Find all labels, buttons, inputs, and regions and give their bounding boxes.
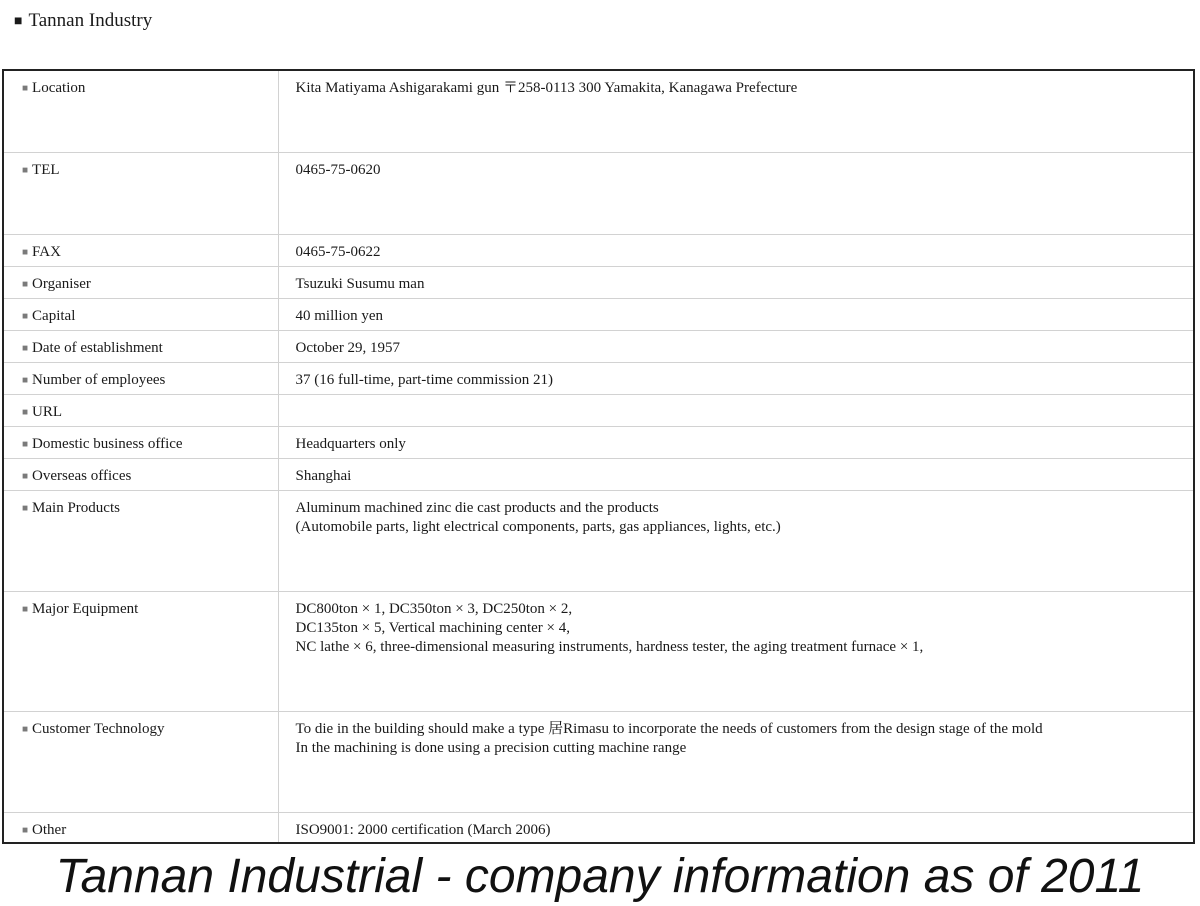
- table-row: [3, 70, 1194, 152]
- row-label-cell: [3, 711, 278, 812]
- row-value-line: Kita Matiyama Ashigarakami gun 〒258-0113 300 Yamakita, Kanagawa Prefecture: [295, 80, 798, 96]
- row-value-line: 0465-75-0622: [295, 243, 381, 260]
- row-value-line: Shanghai: [295, 467, 352, 484]
- square-bullet-icon: ■: [22, 83, 29, 94]
- row-label-cell: [3, 298, 278, 330]
- table-row: [3, 234, 1194, 266]
- row-value-line: October 29, 1957: [295, 339, 401, 356]
- row-label-cell: [3, 330, 278, 362]
- row-value-line: DC800ton × 1, DC350ton × 3, DC250ton × 2,: [295, 600, 573, 617]
- row-label: Overseas offices: [32, 467, 132, 484]
- table-row: [3, 362, 1194, 394]
- row-label: Customer Technology: [32, 720, 165, 737]
- square-bullet-icon: ■: [14, 14, 23, 29]
- row-label: Number of employees: [32, 371, 166, 388]
- url-value-cell: [278, 394, 1194, 426]
- row-value-cell: [278, 591, 1194, 711]
- square-bullet-icon: ■: [22, 342, 29, 354]
- row-value-line: DC135ton × 5, Vertical machining center × 4,: [295, 619, 570, 636]
- table-row: [3, 490, 1194, 591]
- row-label: TEL: [32, 161, 60, 178]
- row-value-cell: [278, 362, 1194, 394]
- square-bullet-icon: ■: [22, 723, 29, 735]
- row-value-cell: [278, 711, 1194, 812]
- row-label-cell: [3, 458, 278, 490]
- row-label-cell: [3, 812, 278, 843]
- row-label: Date of establishment: [32, 339, 163, 356]
- row-value-line: ISO9001: 2000 certification (March 2006): [295, 821, 551, 838]
- square-bullet-icon: ■: [22, 603, 29, 615]
- table-row: [3, 711, 1194, 812]
- table-row: [3, 812, 1194, 843]
- row-value-cell: [278, 298, 1194, 330]
- company-info-table: [2, 69, 1195, 844]
- row-value-line: 40 million yen: [295, 307, 383, 324]
- image-caption: Tannan Industrial - company information as of 2011: [55, 850, 1145, 903]
- row-value-line: (Automobile parts, light electrical components, parts, gas appliances, lights, etc.): [295, 518, 781, 535]
- row-label: Major Equipment: [32, 600, 139, 617]
- row-value-cell: [278, 152, 1194, 234]
- row-value-line: 37 (16 full-time, part-time commission 21): [295, 371, 553, 388]
- row-label-cell: [3, 591, 278, 711]
- square-bullet-icon: ■: [22, 164, 29, 176]
- row-value-cell: [278, 266, 1194, 298]
- row-label: Other: [32, 821, 67, 838]
- table-row: [3, 298, 1194, 330]
- table-row: [3, 394, 1194, 426]
- row-value-cell: [278, 330, 1194, 362]
- table-row: [3, 152, 1194, 234]
- page-title: [14, 8, 152, 36]
- square-bullet-icon: ■: [22, 502, 29, 514]
- table-row: [3, 426, 1194, 458]
- row-label: FAX: [32, 243, 61, 260]
- row-value-line: In the machining is done using a precision cutting machine range: [295, 739, 687, 756]
- square-bullet-icon: ■: [22, 310, 29, 322]
- row-label: Main Products: [32, 499, 120, 516]
- row-value-line: Headquarters only: [295, 435, 406, 452]
- row-value-cell: [278, 490, 1194, 591]
- row-value-line: NC lathe × 6, three-dimensional measuring instruments, hardness tester, the aging treatment furnace × 1,: [295, 638, 924, 655]
- row-value-line: Aluminum machined zinc die cast products and the products: [295, 499, 659, 516]
- table-row: [3, 591, 1194, 711]
- row-value-cell: [278, 234, 1194, 266]
- row-value-line: To die in the building should make a type 居Rimasu to incorporate the needs of customers from the design stage of the mold: [295, 720, 1043, 737]
- row-label: Location: [32, 80, 86, 96]
- row-label: Domestic business office: [32, 435, 183, 452]
- row-value-line: 0465-75-0620: [295, 161, 381, 178]
- table-row: [3, 458, 1194, 490]
- row-label-cell: [3, 70, 278, 152]
- table-row: [3, 330, 1194, 362]
- row-label: URL: [32, 403, 63, 420]
- page-title-text: Tannan Industry: [28, 10, 153, 31]
- square-bullet-icon: ■: [22, 278, 29, 290]
- row-label-cell: [3, 152, 278, 234]
- square-bullet-icon: ■: [22, 374, 29, 386]
- row-label: Organiser: [32, 275, 91, 292]
- row-label-cell: [3, 426, 278, 458]
- row-label: Capital: [32, 307, 76, 324]
- square-bullet-icon: ■: [22, 246, 29, 258]
- row-value-cell: [278, 426, 1194, 458]
- row-label-cell: [3, 234, 278, 266]
- table-row: [3, 266, 1194, 298]
- row-label-cell: [3, 394, 278, 426]
- row-label-cell: [3, 490, 278, 591]
- row-label-cell: [3, 362, 278, 394]
- square-bullet-icon: ■: [22, 824, 29, 836]
- row-value-line: Tsuzuki Susumu man: [295, 275, 425, 292]
- square-bullet-icon: ■: [22, 438, 29, 450]
- row-label-cell: [3, 266, 278, 298]
- square-bullet-icon: ■: [22, 470, 29, 482]
- row-value-cell: [278, 812, 1194, 843]
- square-bullet-icon: ■: [22, 406, 29, 418]
- row-value-cell: [278, 458, 1194, 490]
- row-value-cell: [278, 70, 1194, 152]
